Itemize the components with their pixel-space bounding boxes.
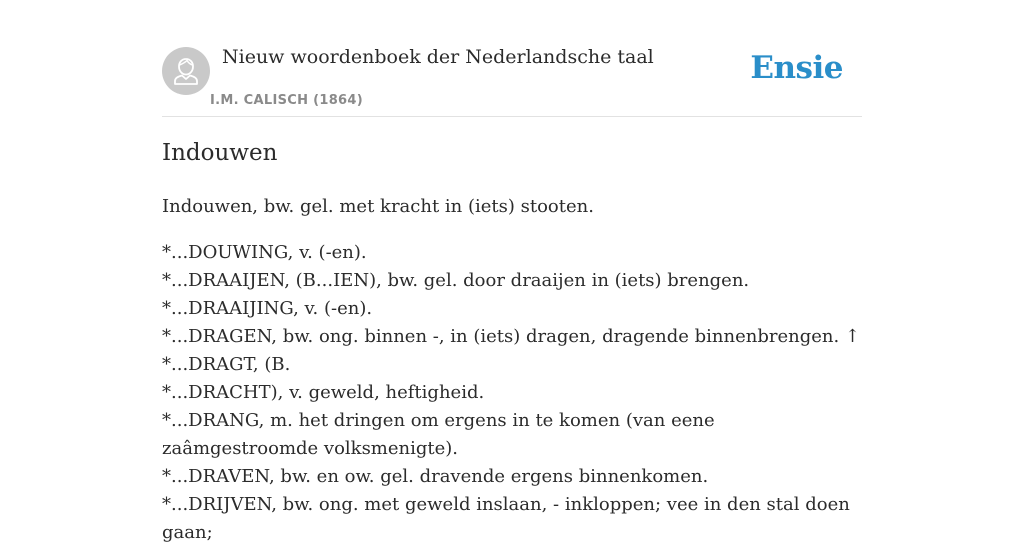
- subentry-line: *...DRACHT), v. geweld, heftigheid.: [162, 382, 485, 403]
- entry-title: Indouwen: [162, 140, 278, 166]
- user-avatar-icon[interactable]: [162, 47, 210, 95]
- entry-definition: Indouwen, bw. gel. met kracht in (iets) stooten.: [162, 196, 594, 217]
- subentry-line: *...DRAVEN, bw. en ow. gel. dravende ergens binnenkomen.: [162, 466, 709, 487]
- author-label[interactable]: I.M. CALISCH (1864): [210, 93, 363, 108]
- ensie-logo[interactable]: Ensie: [750, 50, 843, 86]
- subentry-line: *...DRIJVEN, bw. ong. met geweld inslaan, - inkloppen; vee in den stal doen gaan;: [162, 494, 850, 543]
- book-title-link[interactable]: Nieuw woordenboek der Nederlandsche taal: [222, 46, 654, 68]
- subentry-line: *...DRAAIJEN, (B...IEN), bw. gel. door draaijen in (iets) brengen.: [162, 270, 750, 291]
- subentry-line: *...DRANG, m. het dringen om ergens in te komen (van eene zaâmgestroomde volksmenigte).: [162, 410, 715, 459]
- subentry-line: *...DRAAIJING, v. (-en).: [162, 298, 373, 319]
- subentry-list: [162, 239, 867, 547]
- subentry-line: *...DRAGEN, bw. ong. binnen -, in (iets) dragen, dragende binnenbrengen. ↑: [162, 326, 860, 347]
- subentry-line: *...DOUWING, v. (-en).: [162, 242, 367, 263]
- book-header: [162, 46, 862, 117]
- subentry-line: *...DRAGT, (B.: [162, 354, 291, 375]
